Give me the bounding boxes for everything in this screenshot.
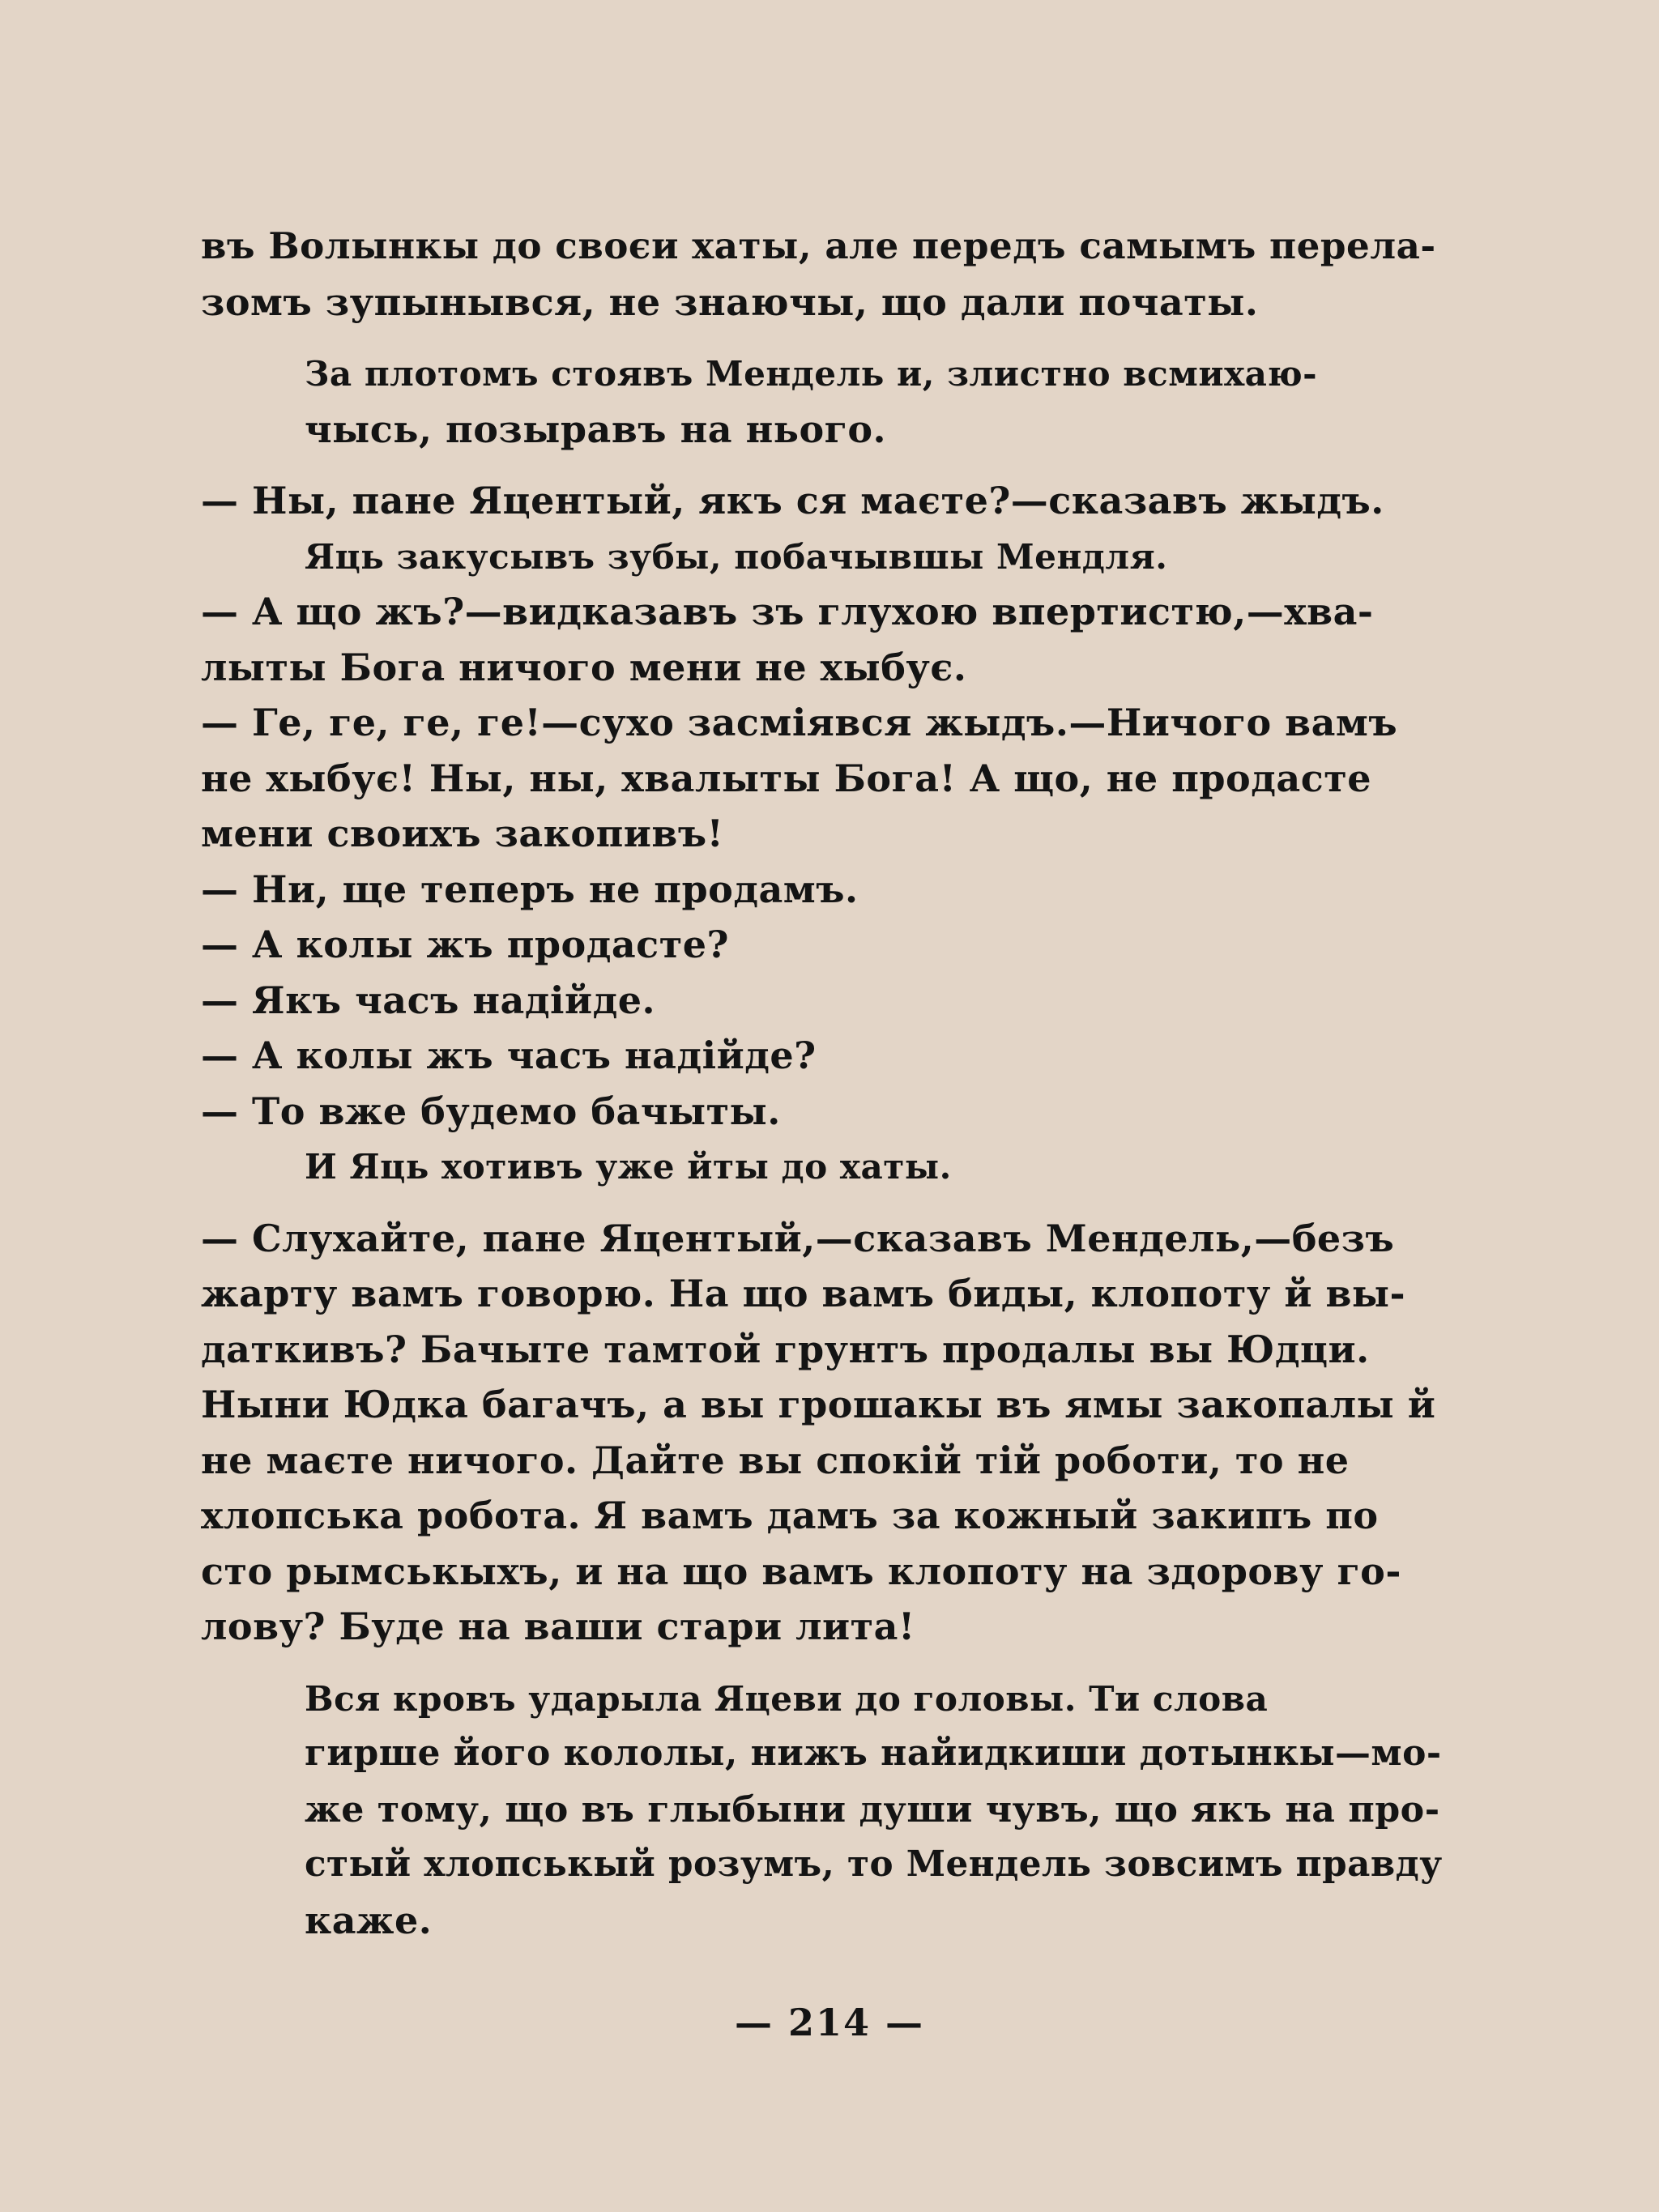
- page-text: [201, 219, 1443, 1948]
- paragraph: [201, 1211, 1436, 1655]
- text-line: въ Волынкы до своєи хаты, але передъ самымъ перела-: [201, 224, 1436, 267]
- paragraph: [201, 973, 1436, 1029]
- text-line: стый хлопськый розумъ, то Мендель зовсимъ правду: [305, 1843, 1443, 1885]
- text-line: гирше його кололы, нижъ найидкиши дотынкы—мо-: [305, 1733, 1442, 1774]
- text-line: — Слухайте, пане Яцентый,—сказавъ Мендель,—безъ: [201, 1216, 1395, 1260]
- text-line: Вся кровъ ударыла Яцеви до головы. Ти слова: [305, 1677, 1269, 1719]
- text-line: — То вже будемо бачыты.: [201, 1089, 781, 1133]
- paragraph: [201, 346, 1436, 457]
- text-line: — Ны, пане Яцентый, якъ ся маєте?—сказавъ жыдъ.: [201, 479, 1384, 522]
- paragraph: [201, 1671, 1443, 1949]
- text-line: Яць закусывъ зубы, побачывшы Мендля.: [305, 535, 1168, 577]
- text-line: каже.: [305, 1898, 433, 1942]
- text-line: — А колы жъ продасте?: [201, 923, 729, 966]
- paragraph: [201, 1028, 1436, 1084]
- paragraph: [201, 695, 1436, 862]
- page-number: — 214 —: [734, 2001, 925, 2044]
- text-line: не маєте ничого. Дайте вы спокій тій роботи, то не: [201, 1438, 1350, 1482]
- paragraph: [201, 529, 1436, 585]
- text-line: зомъ зупынывся, не знаючы, що дали почaты.: [201, 279, 1259, 324]
- text-line: За плотомъ стоявъ Мендель и, злистно всмихаю-: [305, 353, 1318, 394]
- text-line: же тому, що въ глыбыни души чувъ, що якъ на про-: [305, 1788, 1440, 1831]
- paragraph: [201, 473, 1436, 529]
- text-line: лыты Бога ничого мени не хыбує.: [201, 645, 967, 689]
- text-line: не хыбує! Ны, ны, хвалыты Бога! А що, не продасте: [201, 756, 1371, 800]
- text-line: мени своихъ закопивъ!: [201, 812, 724, 855]
- text-line: даткивъ? Бачыте тамтой грунтъ продалы вы Юдци.: [201, 1327, 1370, 1371]
- text-line: — А колы жъ часъ надійде?: [201, 1034, 817, 1077]
- text-line: чысь, позыравъ на нього.: [305, 407, 887, 451]
- text-line: — Ни, ще теперъ не продамъ.: [201, 867, 859, 911]
- paragraph: [201, 219, 1436, 330]
- text-line: И Яць хотивъ уже йты до хаты.: [305, 1146, 952, 1187]
- text-line: Ныни Юдка багачъ, а вы грошакы въ ямы закопалы й: [201, 1383, 1436, 1426]
- text-line: — Ге, ге, ге, ге!—сухо засміявся жыдъ.—Ничого вамъ: [201, 701, 1398, 744]
- text-line: — А що жъ?—видказавъ зъ глухою впертистю,—хва-: [201, 590, 1374, 633]
- paragraph: [201, 1139, 1436, 1195]
- text-line: сто рымськыхъ, и на що вамъ клопоту на здорову го-: [201, 1549, 1401, 1593]
- paragraph: [201, 862, 1436, 918]
- paragraph: [201, 917, 1436, 973]
- text-line: лову? Буде на ваши стари лита!: [201, 1605, 915, 1648]
- paragraph: [201, 584, 1436, 695]
- text-line: хлопська робота. Я вамъ дамъ за кожный закипъ по: [201, 1494, 1379, 1537]
- text-line: — Якъ часъ надійде.: [201, 978, 656, 1022]
- text-line: жарту вамъ говорю. На що вамъ биды, клопоту й вы-: [201, 1272, 1406, 1315]
- paragraph: [201, 1084, 1436, 1140]
